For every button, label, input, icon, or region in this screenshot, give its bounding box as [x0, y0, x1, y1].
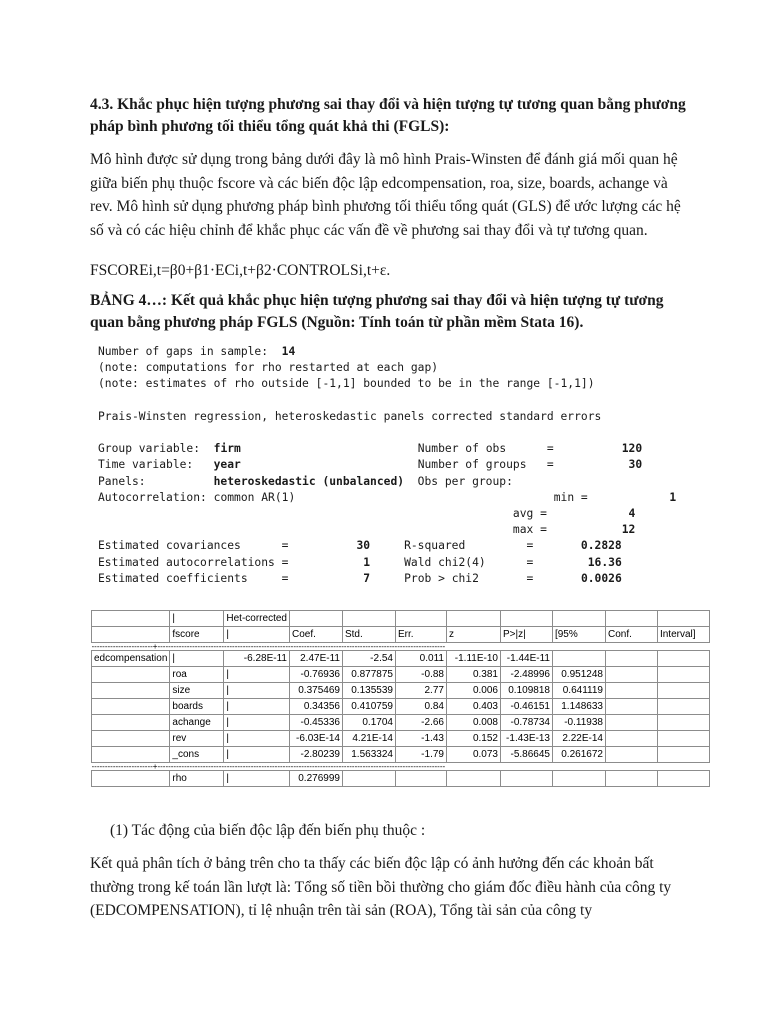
cell: -2.54 — [342, 651, 395, 667]
cell: | — [170, 651, 224, 667]
wald-label: Wald chi2(4) — [404, 555, 486, 569]
ngroups: 30 — [628, 458, 643, 472]
cell: Coef. — [289, 627, 342, 643]
cell — [552, 651, 605, 667]
cell: 0.011 — [395, 651, 446, 667]
separator: -----------------------+------------------------------------------------------------------------------------------------------------ — [92, 763, 710, 771]
note-1: (note: computations for rho restarted at each gap) — [98, 361, 439, 375]
cell: 0.109818 — [500, 683, 552, 699]
header-row-2 — [92, 627, 710, 643]
cell: P>|z| — [500, 627, 552, 643]
avg: 4 — [628, 507, 636, 521]
cell — [657, 683, 709, 699]
max-label: max — [512, 523, 534, 537]
table-caption: BẢNG 4…: Kết quả khắc phục hiện tượng phương sai thay đổi và hiện tượng tự tương quan bằng phương pháp FGLS (Nguồn: Tính toán từ phần mềm Stata 16). — [90, 292, 664, 331]
cell — [605, 715, 657, 731]
stata-output-text: Number of gaps in sample: 14 (note: computations for rho restarted at each gap) (note: estimates of rho outside [-1,1] bounded to be in the range [-1,1]) Prais-Winsten regression, heteroskedastic panels corrected standard errors Group variable: firm Number of obs = 120 Time variable: year Number of groups = 30 Panels: heteroskedastic (unbalanced) Obs per group: Autocorrelation: common AR(1) min = 1 avg = 4 max = 12 Estimated covariances = 30 R-squared = 0.2828 Estimated autocorrelations = 1 Wald chi2(4) = 16.36 Estimated coefficients = 7 Prob > chi2 = 0.0026 — [98, 345, 677, 585]
cell — [657, 771, 709, 787]
autocorr: common AR(1) — [213, 490, 296, 504]
cell: 0.951248 — [552, 667, 605, 683]
cell: -5.86645 — [500, 747, 552, 763]
cell: 0.152 — [446, 731, 500, 747]
cell — [92, 731, 170, 747]
cell: -0.76936 — [289, 667, 342, 683]
rho-row — [92, 771, 710, 787]
cell: 0.84 — [395, 699, 446, 715]
cell: -6.03E-14 — [289, 731, 342, 747]
cell: achange — [170, 715, 224, 731]
avg-label: avg — [512, 507, 534, 521]
cell: | — [224, 627, 290, 643]
ngroups-label: Number of groups — [417, 458, 527, 472]
cell: z — [446, 627, 500, 643]
cell: | — [224, 683, 290, 699]
time-var: year — [213, 458, 241, 472]
table-row — [92, 699, 710, 715]
cell: 0.877875 — [342, 667, 395, 683]
cell: Err. — [395, 627, 446, 643]
cell: 0.641119 — [552, 683, 605, 699]
cell: -0.46151 — [500, 699, 552, 715]
cell: | — [224, 731, 290, 747]
cell — [552, 611, 605, 627]
model-formula: FSCOREi,t=β0+β1·ECi,t+β2·CONTROLSi,t+ε. — [90, 262, 391, 279]
nobs-label: Number of obs — [417, 442, 507, 456]
cell — [92, 627, 170, 643]
est-autocorr-label: Estimated autocorrelations — [98, 555, 275, 569]
cell: | — [224, 699, 290, 715]
table-row — [92, 683, 710, 699]
table-row — [92, 651, 710, 667]
time-var-label: Time variable: — [98, 458, 194, 472]
cell: -0.11938 — [552, 715, 605, 731]
cell — [552, 771, 605, 787]
group-var: firm — [213, 442, 241, 456]
cell — [342, 771, 395, 787]
max: 12 — [621, 523, 636, 537]
obs-per-group-label: Obs per group: — [417, 474, 513, 488]
est-coef: 7 — [363, 571, 371, 585]
cell: 2.47E-11 — [289, 651, 342, 667]
cell: 2.77 — [395, 683, 446, 699]
r2: 0.2828 — [580, 539, 622, 553]
cell — [657, 699, 709, 715]
cell — [605, 667, 657, 683]
cell: 0.008 — [446, 715, 500, 731]
cell — [289, 611, 342, 627]
cell: Conf. — [605, 627, 657, 643]
est-cov-label: Estimated covariances — [98, 539, 241, 553]
cell: edcompensation — [92, 651, 170, 667]
regression-title: Prais-Winsten regression, heteroskedastic panels corrected standard errors — [98, 409, 602, 423]
est-autocorr: 1 — [363, 555, 371, 569]
cell — [395, 771, 446, 787]
cell: -0.88 — [395, 667, 446, 683]
cell: 0.073 — [446, 747, 500, 763]
cell: boards — [170, 699, 224, 715]
cell — [446, 611, 500, 627]
separator: -----------------------+------------------------------------------------------------------------------------------------------------ — [92, 643, 710, 651]
cell: 4.21E-14 — [342, 731, 395, 747]
cell: 0.403 — [446, 699, 500, 715]
note-2: (note: estimates of rho outside [-1,1] bounded to be in the range [-1,1]) — [98, 377, 595, 391]
cell — [605, 611, 657, 627]
cell: Het-corrected — [224, 611, 290, 627]
stata-output — [90, 340, 677, 600]
prob: 0.0026 — [580, 571, 622, 585]
cell: 0.006 — [446, 683, 500, 699]
table-row — [92, 747, 710, 763]
cell — [605, 683, 657, 699]
cell: rev — [170, 731, 224, 747]
cell — [657, 667, 709, 683]
cell: 0.410759 — [342, 699, 395, 715]
cell — [605, 747, 657, 763]
r2-label: R-squared — [404, 539, 466, 553]
separator-row — [92, 763, 710, 771]
prob-label: Prob > chi2 — [404, 571, 479, 585]
cell: -0.78734 — [500, 715, 552, 731]
cell: Std. — [342, 627, 395, 643]
cell — [605, 731, 657, 747]
cell — [500, 611, 552, 627]
cell — [92, 611, 170, 627]
gaps-value: 14 — [281, 345, 296, 358]
cell — [657, 715, 709, 731]
cell — [657, 747, 709, 763]
cell: -1.44E-11 — [500, 651, 552, 667]
cell: _cons — [170, 747, 224, 763]
autocorr-label: Autocorrelation: — [98, 490, 207, 504]
cell — [657, 731, 709, 747]
cell: | — [224, 667, 290, 683]
cell — [92, 683, 170, 699]
cell — [446, 771, 500, 787]
results-table — [91, 610, 710, 787]
min-label: min — [553, 490, 575, 504]
cell — [395, 611, 446, 627]
cell — [92, 715, 170, 731]
min: 1 — [669, 490, 677, 504]
cell: -1.79 — [395, 747, 446, 763]
cell: fscore — [170, 627, 224, 643]
cell — [605, 699, 657, 715]
cell: -0.45336 — [289, 715, 342, 731]
cell: -2.66 — [395, 715, 446, 731]
cell: -1.43 — [395, 731, 446, 747]
cell: | — [224, 747, 290, 763]
cell — [92, 747, 170, 763]
cell: -6.28E-11 — [224, 651, 290, 667]
panels-label: Panels: — [98, 474, 146, 488]
cell: [95% — [552, 627, 605, 643]
table-row — [92, 731, 710, 747]
separator-row — [92, 643, 710, 651]
cell: 0.375469 — [289, 683, 342, 699]
cell: 0.381 — [446, 667, 500, 683]
subheading: (1) Tác động của biến độc lập đến biến phụ thuộc : — [110, 822, 426, 839]
cell: roa — [170, 667, 224, 683]
intro-paragraph: Mô hình được sử dụng trong bảng dưới đây là mô hình Prais-Winsten để đánh giá mối quan hệ giữa biến phụ thuộc fscore và các biến độc lập edcompensation, roa, size, boards, achange và rev. Mô hình sử dụng phương pháp bình phương tối thiểu tổng quát (GLS) để ước lượng các hệ số và có các hiệu chỉnh để khắc phục các vấn đề về phương sai thay đổi và tự tương quan. — [90, 151, 681, 239]
cell: | — [170, 611, 224, 627]
nobs: 120 — [621, 442, 643, 456]
cell: 2.22E-14 — [552, 731, 605, 747]
cell: 1.148633 — [552, 699, 605, 715]
cell: -1.43E-13 — [500, 731, 552, 747]
cell: size — [170, 683, 224, 699]
wald: 16.36 — [587, 555, 622, 569]
rho-label: rho — [170, 771, 224, 787]
cell: -2.80239 — [289, 747, 342, 763]
header-row-1 — [92, 611, 710, 627]
body-paragraph: Kết quả phân tích ở bảng trên cho ta thấy các biến độc lập có ảnh hưởng đến các khoản bất thường trong kế toán lần lượt là: Tổng số tiền bồi thường cho giám đốc điều hành của công ty (EDCOMPENSATION), tỉ lệ nhuận trên tài sản (ROA), Tổng tài sản của công ty — [90, 855, 672, 919]
panels: heteroskedastic (unbalanced) — [213, 474, 405, 488]
cell — [500, 771, 552, 787]
cell: 1.563324 — [342, 747, 395, 763]
est-cov: 30 — [356, 539, 371, 553]
cell — [605, 771, 657, 787]
cell: 0.1704 — [342, 715, 395, 731]
cell — [657, 611, 709, 627]
cell: 0.135539 — [342, 683, 395, 699]
group-var-label: Group variable: — [98, 442, 201, 456]
gaps-label: Number of gaps in sample: — [98, 345, 269, 358]
cell: | — [224, 715, 290, 731]
est-coef-label: Estimated coefficients — [98, 571, 248, 585]
table-row — [92, 667, 710, 683]
cell — [92, 667, 170, 683]
cell — [605, 651, 657, 667]
cell: 0.261672 — [552, 747, 605, 763]
cell: Interval] — [657, 627, 709, 643]
cell: 0.34356 — [289, 699, 342, 715]
cell: -1.11E-10 — [446, 651, 500, 667]
cell — [92, 699, 170, 715]
table-row — [92, 715, 710, 731]
section-heading: 4.3. Khắc phục hiện tượng phương sai thay đổi và hiện tượng tự tương quan bằng phương pháp bình phương tối thiểu tổng quát khả thi (FGLS): — [90, 96, 686, 135]
rho-value: 0.276999 — [289, 771, 342, 787]
cell — [342, 611, 395, 627]
cell — [657, 651, 709, 667]
rho-separator: | — [224, 771, 290, 787]
cell: -2.48996 — [500, 667, 552, 683]
cell — [92, 771, 170, 787]
